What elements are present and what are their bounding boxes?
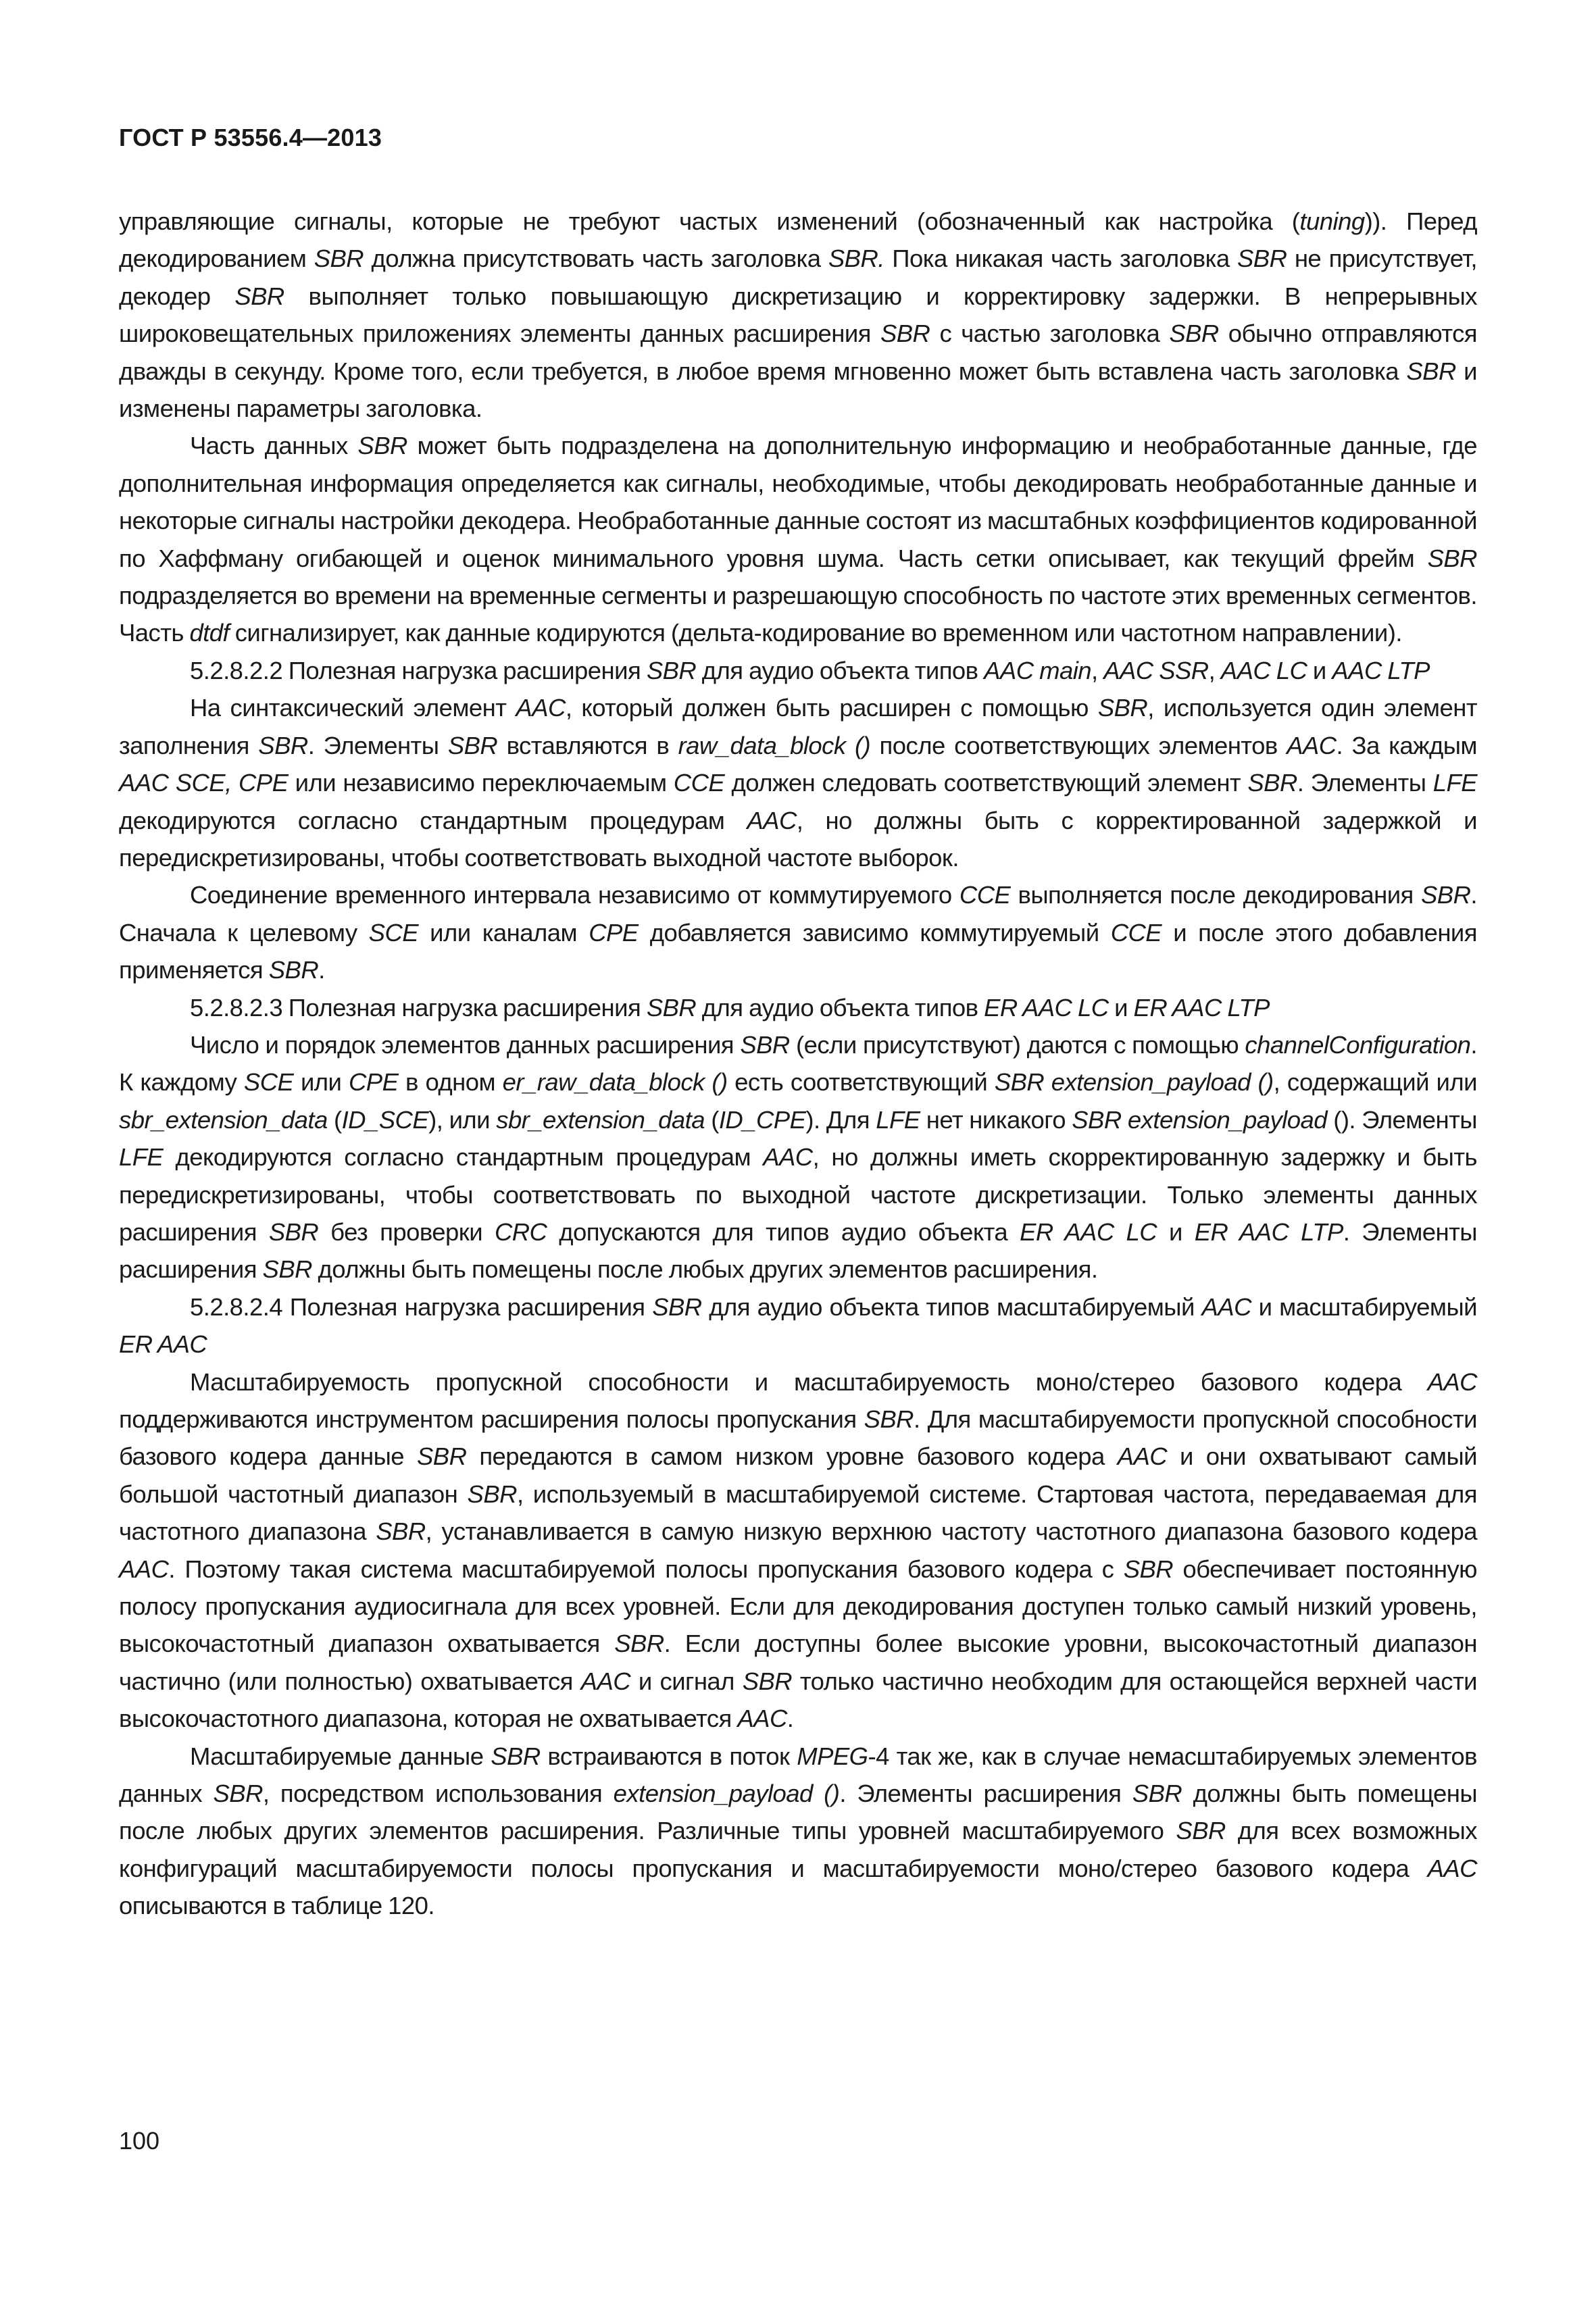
italic-term: SBR — [213, 1780, 263, 1808]
italic-term: SBR — [447, 731, 498, 759]
italic-term: LFE — [876, 1105, 920, 1134]
text-run: . Элементы расширения — [119, 1217, 1477, 1284]
text-run: . Элементы — [1297, 769, 1433, 797]
text-run: обычно отправляются дважды в секунду. Кроме того, если требуется, в любое время мгновенно может быть вставлена часть заголовка — [119, 320, 1477, 385]
text-run: описываются в таблице 120. — [119, 1892, 435, 1920]
text-run: и после этого добавления применяется — [119, 918, 1477, 984]
italic-term: SCE — [243, 1068, 294, 1097]
paragraph — [119, 989, 1477, 1026]
italic-term: SBR — [1097, 694, 1148, 722]
italic-term: SBR — [1427, 544, 1477, 572]
text-run: , устанавливается в самую низкую верхнюю частоту частотного диапазона базового кодера — [425, 1517, 1477, 1546]
italic-term: sbr_extension_data — [119, 1105, 328, 1134]
paragraph — [119, 1026, 1477, 1288]
text-run: должна присутствовать часть заголовка — [364, 245, 828, 273]
text-run: , используемый в масштабируемой системе. Стартовая частота, передаваемая для частотного диапазона — [119, 1480, 1477, 1546]
text-run: может быть подразделена на дополнительную информацию и необработанные данные, где дополнительная информация определяется как сигналы, необходимые, чтобы декодировать необработанные данные и некоторые сигналы настройки декодера. Необработанные данные состоят из масштабных коэффициентов кодированной по Хаффману огибающей и оценок минимального уровня шума. Часть сетки описывает, как текущий фрейм — [119, 432, 1477, 572]
italic-term: CPE — [348, 1068, 399, 1097]
italic-term: SBR — [491, 1742, 541, 1770]
italic-term: CRC — [494, 1217, 547, 1246]
italic-term: SBR — [1176, 1817, 1226, 1845]
text-run: (если присутствуют) даются с помощью — [789, 1030, 1245, 1059]
italic-term: AAC LTP — [1332, 656, 1430, 684]
italic-term: AAC LC — [1220, 656, 1307, 684]
italic-term: ER AAC LTP — [1194, 1217, 1343, 1246]
text-run: только частично необходим для остающейся верхней части высокочастотного диапазона, которая не охватывается — [119, 1667, 1477, 1733]
text-run: выполняется после декодирования — [1010, 881, 1421, 909]
document-header: ГОСТ Р 53556.4—2013 — [119, 124, 382, 151]
text-run: ( — [327, 1105, 342, 1134]
italic-term: ER AAC LTP — [1133, 993, 1270, 1022]
text-run: . — [787, 1705, 794, 1733]
italic-term: AAC — [747, 806, 797, 834]
text-run: должны быть помещены после любых других элементов расширения. — [311, 1255, 1098, 1284]
text-run: , который должен быть расширен с помощью — [565, 694, 1098, 722]
italic-term: ID_SCE — [341, 1105, 429, 1134]
italic-term: SBR — [1237, 245, 1287, 273]
text-run: . Если доступны более высокие уровни, высокочастотный диапазон частично (или полностью) охватывается — [119, 1630, 1477, 1695]
text-run: должны быть помещены после любых других элементов расширения. Различные типы уровней масштабируемого — [119, 1780, 1478, 1845]
text-run: декодируются согласно стандартным процедурам — [163, 1143, 764, 1172]
text-run: Пока никакая часть заголовка — [884, 245, 1238, 273]
italic-term: AAC — [1287, 731, 1337, 759]
paragraph — [119, 1738, 1477, 1925]
paragraph — [119, 203, 1477, 427]
italic-term: SBR — [652, 1292, 702, 1321]
paragraph — [119, 1363, 1477, 1738]
italic-term: SBR — [864, 1405, 914, 1433]
italic-term: CPE — [589, 918, 639, 947]
paragraph — [119, 652, 1477, 689]
text-run: и изменены параметры заголовка. — [119, 357, 1477, 423]
italic-term: AAC — [1117, 1442, 1168, 1471]
text-run: Соединение временного интервала независимо от коммутируемого — [190, 881, 959, 909]
text-run: есть соответствующий — [727, 1068, 995, 1097]
italic-term: SBR — [1421, 881, 1471, 909]
text-run: или — [293, 1068, 349, 1097]
text-run: (). Элементы — [1326, 1105, 1477, 1134]
paragraph — [119, 427, 1477, 651]
italic-term: SBR — [234, 282, 284, 310]
italic-term: er_raw_data_block () — [502, 1068, 728, 1097]
italic-term: SBR — [740, 1030, 790, 1059]
italic-term: AAC — [580, 1667, 631, 1695]
text-run: должен следовать соответствующий элемент — [724, 769, 1248, 797]
text-run: -4 так же, как в случае немасштабируемых элементов данных — [119, 1742, 1477, 1808]
text-run: Масштабируемость пропускной способности и масштабируемость моно/стерео базового кодера — [190, 1367, 1428, 1396]
paragraph — [119, 689, 1477, 876]
text-run: или каналам — [418, 918, 589, 947]
italic-term: SBR — [258, 731, 308, 759]
paragraph — [119, 876, 1477, 988]
text-run: . Сначала к целевому — [119, 881, 1477, 947]
italic-term: AAC — [119, 1555, 169, 1583]
text-run: Масштабируемые данные — [190, 1742, 491, 1770]
text-run: , используется один элемент заполнения — [119, 694, 1477, 759]
italic-term: extension_payload () — [613, 1780, 840, 1808]
text-run: . — [318, 956, 325, 984]
italic-term: SBR — [1132, 1780, 1182, 1808]
text-run: . Элементы расширения — [839, 1780, 1132, 1808]
text-run: нет никакого — [920, 1105, 1072, 1134]
italic-term: SBR — [1169, 320, 1219, 348]
text-run: с частью заголовка — [930, 320, 1170, 348]
italic-term: AAC — [1427, 1854, 1477, 1882]
text-run: 5.2.8.2.2 Полезная нагрузка расширения — [190, 656, 647, 684]
italic-term: SBR — [1247, 769, 1297, 797]
text-run: для аудио объекта типов — [696, 656, 984, 684]
text-run: , но должны иметь скорректированную задержку и быть передискретизированы, чтобы соответствовать по выходной частоте дискретизации. Только элементы данных расширения — [119, 1143, 1477, 1246]
italic-term: AAC — [763, 1143, 813, 1172]
italic-term: SBR extension_payload — [1072, 1105, 1327, 1134]
italic-term: sbr_extension_data — [496, 1105, 705, 1134]
text-run: . Для масштабируемости пропускной способности базового кодера данные — [119, 1405, 1477, 1471]
text-run: и — [1108, 993, 1134, 1022]
italic-term: CCE — [1110, 918, 1162, 947]
text-run: Число и порядок элементов данных расширения — [190, 1030, 741, 1059]
text-run: передаются в самом низком уровне базового кодера — [466, 1442, 1118, 1471]
text-run: ( — [704, 1105, 719, 1134]
italic-term: ER AAC LC — [984, 993, 1109, 1022]
italic-term: raw_data_block () — [678, 731, 871, 759]
italic-term: dtdf — [189, 619, 230, 647]
text-run: ). Для — [805, 1105, 876, 1134]
italic-term: tuning — [1299, 207, 1365, 235]
text-run: встраиваются в поток — [540, 1742, 797, 1770]
italic-term: channelConfiguration — [1245, 1030, 1471, 1059]
italic-term: AAC — [737, 1705, 787, 1733]
text-run: или независимо переключаемым — [288, 769, 674, 797]
text-run: . Поэтому такая система масштабируемой полосы пропускания базового кодера с — [168, 1555, 1124, 1583]
italic-term: SBR — [268, 1217, 319, 1246]
italic-term: SBR — [268, 956, 319, 984]
text-run: подразделяется во времени на временные сегменты и разрешающую способность по частоте этих временных сегментов. Часть — [119, 582, 1477, 647]
italic-term: SBR — [357, 432, 407, 460]
text-run: , — [1208, 656, 1221, 684]
text-run: )). Перед декодированием — [119, 207, 1477, 273]
text-run: . К каждому — [119, 1030, 1477, 1097]
text-run: 5.2.8.2.4 Полезная нагрузка расширения — [190, 1292, 653, 1321]
italic-term: SBR — [742, 1667, 793, 1695]
text-run: . Элементы — [307, 731, 448, 759]
italic-term: AAC main — [984, 656, 1092, 684]
italic-term: ID_CPE — [718, 1105, 806, 1134]
italic-term: SBR. — [828, 245, 884, 273]
italic-term: CCE — [673, 769, 725, 797]
italic-term: SBR — [880, 320, 930, 348]
text-run: и — [1157, 1217, 1195, 1246]
italic-term: SBR — [376, 1517, 426, 1546]
italic-term: MPEG — [797, 1742, 868, 1770]
text-run: для аудио объекта типов масштабируемый — [701, 1292, 1202, 1321]
text-run: , но должны быть с корректированной задержкой и передискретизированы, чтобы соответствовать выходной частоте выборок. — [119, 806, 1477, 872]
text-run: . За каждым — [1336, 731, 1477, 759]
italic-term: ER AAC — [119, 1330, 207, 1359]
text-run: без проверки — [318, 1217, 495, 1246]
italic-term: AAC — [1427, 1367, 1477, 1396]
italic-term: ER AAC LC — [1020, 1217, 1157, 1246]
page-number: 100 — [119, 2127, 160, 2155]
italic-term: SBR — [1406, 357, 1456, 385]
text-run: поддерживаются инструментом расширения полосы пропускания — [119, 1405, 864, 1433]
text-run: обеспечивает постоянную полосу пропускания аудиосигнала для всех уровней. Если для декодирования доступен только самый низкий уровень, высокочастотный диапазон охватывается — [119, 1555, 1477, 1658]
italic-term: LFE — [119, 1143, 164, 1172]
text-run: управляющие сигналы, которые не требуют частых изменений (обозначенный как настройка ( — [119, 207, 1300, 235]
paragraph — [119, 1288, 1477, 1363]
italic-term: SBR — [262, 1255, 312, 1284]
italic-term: SBR extension_payload () — [994, 1068, 1274, 1097]
italic-term: SBR — [1123, 1555, 1174, 1583]
text-run: Часть данных — [190, 432, 358, 460]
text-run: для всех возможных конфигураций масштабируемости полосы пропускания и масштабируемости моно/стерео базового кодера — [119, 1817, 1477, 1882]
italic-term: AAC — [1201, 1292, 1251, 1321]
italic-term: SCE — [368, 918, 419, 947]
text-run: и масштабируемый — [1251, 1292, 1477, 1321]
italic-term: CCE — [959, 881, 1011, 909]
text-run: сигнализирует, как данные кодируются (дельта-кодирование во временном или частотном направлении). — [229, 619, 1402, 647]
text-run: ), или — [428, 1105, 497, 1134]
italic-term: AAC — [516, 694, 566, 722]
text-run: допускаются для типов аудио объекта — [547, 1217, 1020, 1246]
italic-term: SBR — [314, 245, 364, 273]
italic-term: LFE — [1432, 769, 1477, 797]
text-run: не присутствует, декодер — [119, 245, 1477, 310]
italic-term: SBR — [467, 1480, 517, 1508]
text-run: и они охватывают самый большой частотный диапазон — [119, 1442, 1477, 1508]
italic-term: SBR — [417, 1442, 467, 1471]
text-run: выполняет только повышающую дискретизацию и корректировку задержки. В непрерывных широковещательных приложениях элементы данных расширения — [119, 282, 1477, 348]
body-text — [119, 203, 1477, 1925]
text-run: 5.2.8.2.3 Полезная нагрузка расширения — [190, 993, 647, 1022]
italic-term: SBR — [614, 1630, 664, 1658]
text-run: , содержащий или — [1273, 1068, 1477, 1097]
italic-term: AAC SSR — [1103, 656, 1209, 684]
text-run: для аудио объекта типов — [696, 993, 984, 1022]
text-run: в одном — [398, 1068, 503, 1097]
text-run: , посредством использования — [262, 1780, 614, 1808]
italic-term: SBR — [646, 656, 697, 684]
text-run: , — [1091, 656, 1104, 684]
text-run: декодируются согласно стандартным процедурам — [119, 806, 747, 834]
italic-term: SBR — [646, 993, 697, 1022]
text-run: после соответствующих элементов — [870, 731, 1287, 759]
text-run: вставляются в — [497, 731, 678, 759]
text-run: и сигнал — [630, 1667, 743, 1695]
text-run: На синтаксический элемент — [190, 694, 516, 722]
text-run: добавляется зависимо коммутируемый — [638, 918, 1111, 947]
text-run: и — [1307, 656, 1332, 684]
italic-term: AAC SCE, CPE — [119, 769, 289, 797]
